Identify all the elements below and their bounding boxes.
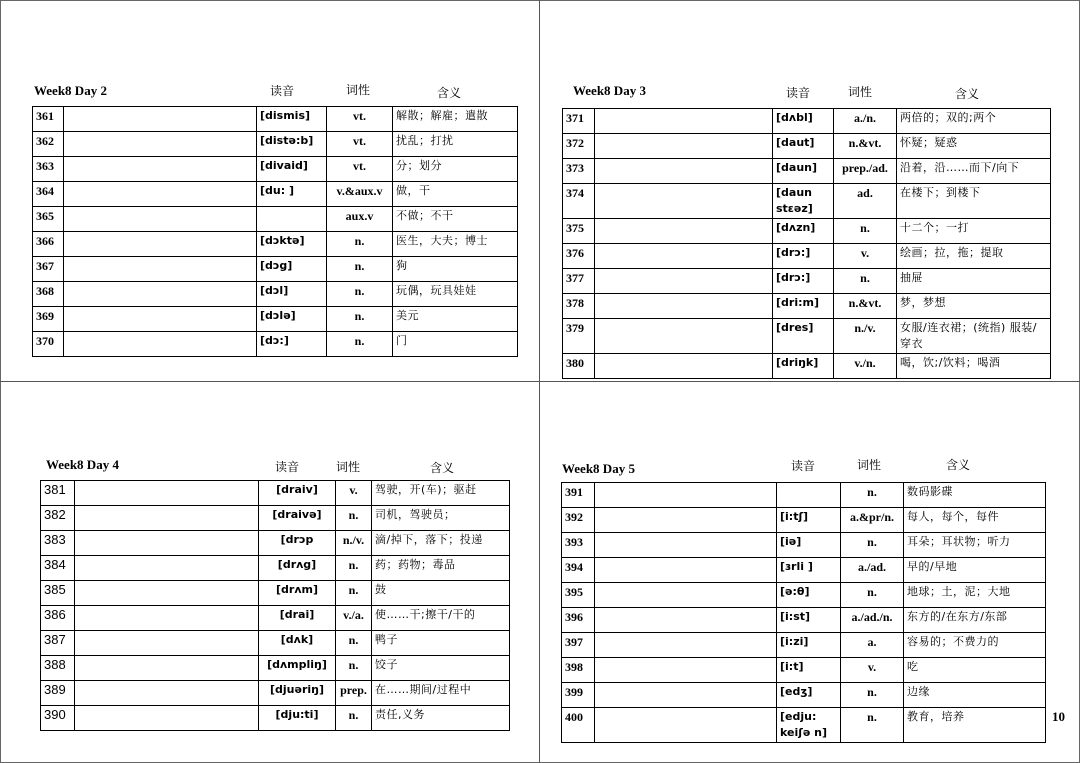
entry-pos: n. xyxy=(327,282,393,307)
entry-phonetic: [djuəriŋ] xyxy=(259,681,336,706)
entry-word xyxy=(595,658,777,683)
entry-meaning: 药；药物；毒品 xyxy=(372,556,510,581)
header-meaning: 含义 xyxy=(946,458,971,472)
entry-meaning: 狗 xyxy=(393,257,518,282)
entry-phonetic: [drʌm] xyxy=(259,581,336,606)
table-row xyxy=(33,332,518,357)
table-row xyxy=(41,681,510,706)
header-pos: 词性 xyxy=(857,458,882,472)
entry-number: 369 xyxy=(33,307,64,332)
entry-number: 392 xyxy=(562,508,595,533)
entry-meaning: 怀疑；疑惑 xyxy=(897,134,1051,159)
entry-pos: v.&aux.v xyxy=(327,182,393,207)
entry-pos: vt. xyxy=(327,107,393,132)
entry-word xyxy=(75,531,259,556)
entry-phonetic: [dri:m] xyxy=(773,294,834,319)
header-meaning: 含义 xyxy=(955,87,980,101)
entry-pos: prep./ad. xyxy=(834,159,897,184)
entry-pos: v. xyxy=(841,658,904,683)
entry-pos: n. xyxy=(841,708,904,743)
vocab-table-day4 xyxy=(40,480,510,731)
entry-word xyxy=(75,606,259,631)
entry-phonetic: [draivə] xyxy=(259,506,336,531)
entry-meaning: 十二个；一打 xyxy=(897,219,1051,244)
entry-word xyxy=(595,184,773,219)
table-row xyxy=(562,558,1046,583)
table-row xyxy=(41,706,510,731)
entry-phonetic: [edʒ] xyxy=(777,683,841,708)
entry-word xyxy=(75,631,259,656)
table-row xyxy=(562,508,1046,533)
entry-word xyxy=(64,157,257,182)
entry-pos: v. xyxy=(336,481,372,506)
table-row xyxy=(33,207,518,232)
entry-pos: n. xyxy=(327,232,393,257)
entry-word xyxy=(595,269,773,294)
table-body xyxy=(33,107,518,357)
horizontal-divider xyxy=(0,381,1080,382)
entry-number: 385 xyxy=(41,581,75,606)
entry-meaning: 在楼下；到楼下 xyxy=(897,184,1051,219)
entry-meaning: 两倍的；双的;两个 xyxy=(897,109,1051,134)
entry-phonetic: [i:st] xyxy=(777,608,841,633)
entry-word xyxy=(64,182,257,207)
entry-phonetic: [dɔl] xyxy=(257,282,327,307)
entry-meaning: 梦，梦想 xyxy=(897,294,1051,319)
entry-phonetic: [dɔ:] xyxy=(257,332,327,357)
entry-word xyxy=(595,354,773,379)
entry-phonetic: [dʌbl] xyxy=(773,109,834,134)
entry-phonetic: [i:zi] xyxy=(777,633,841,658)
entry-pos: n. xyxy=(336,656,372,681)
entry-phonetic: [drʌg] xyxy=(259,556,336,581)
entry-phonetic xyxy=(257,207,327,232)
entry-pos: n. xyxy=(336,631,372,656)
entry-pos: n. xyxy=(841,583,904,608)
entry-number: 366 xyxy=(33,232,64,257)
entry-word xyxy=(75,656,259,681)
entry-pos: a.&pr/n. xyxy=(841,508,904,533)
entry-number: 395 xyxy=(562,583,595,608)
entry-pos: n.&vt. xyxy=(834,294,897,319)
entry-meaning: 鼓 xyxy=(372,581,510,606)
table-row xyxy=(33,132,518,157)
entry-meaning: 扰乱；打扰 xyxy=(393,132,518,157)
table-row xyxy=(563,269,1051,294)
entry-word xyxy=(595,159,773,184)
entry-number: 389 xyxy=(41,681,75,706)
entry-number: 394 xyxy=(562,558,595,583)
panel-title-day2: Week8 Day 2 xyxy=(34,83,107,98)
entry-phonetic xyxy=(777,483,841,508)
entry-phonetic: [dju:ti] xyxy=(259,706,336,731)
table-row xyxy=(33,157,518,182)
entry-pos: n. xyxy=(841,683,904,708)
table-row xyxy=(33,257,518,282)
entry-word xyxy=(64,107,257,132)
entry-meaning: 美元 xyxy=(393,307,518,332)
entry-phonetic: [drai] xyxy=(259,606,336,631)
entry-meaning: 教育，培养 xyxy=(904,708,1046,743)
entry-number: 391 xyxy=(562,483,595,508)
entry-word xyxy=(75,681,259,706)
entry-phonetic: [ə:θ] xyxy=(777,583,841,608)
entry-number: 379 xyxy=(563,319,595,354)
entry-word xyxy=(595,483,777,508)
table-row xyxy=(41,481,510,506)
entry-word xyxy=(595,244,773,269)
entry-number: 388 xyxy=(41,656,75,681)
entry-number: 398 xyxy=(562,658,595,683)
entry-meaning: 早的/早地 xyxy=(904,558,1046,583)
entry-meaning: 女服/连衣裙；(统指) 服装/穿衣 xyxy=(897,319,1051,354)
entry-number: 382 xyxy=(41,506,75,531)
entry-phonetic: [dʌk] xyxy=(259,631,336,656)
entry-pos: v. xyxy=(834,244,897,269)
panel-title-day3: Week8 Day 3 xyxy=(573,83,646,98)
entry-number: 381 xyxy=(41,481,75,506)
entry-phonetic: [ɜrli ] xyxy=(777,558,841,583)
entry-word xyxy=(75,506,259,531)
entry-phonetic: [dres] xyxy=(773,319,834,354)
entry-meaning: 边缘 xyxy=(904,683,1046,708)
entry-pos: n. xyxy=(327,332,393,357)
table-row xyxy=(41,656,510,681)
entry-meaning: 鸭子 xyxy=(372,631,510,656)
entry-meaning: 司机，驾驶员； xyxy=(372,506,510,531)
entry-number: 367 xyxy=(33,257,64,282)
entry-meaning: 容易的；不费力的 xyxy=(904,633,1046,658)
entry-phonetic: [i:tʃ] xyxy=(777,508,841,533)
entry-number: 362 xyxy=(33,132,64,157)
entry-word xyxy=(75,581,259,606)
entry-meaning: 驾驶，开(车)；驱赶 xyxy=(372,481,510,506)
entry-word xyxy=(64,282,257,307)
table-row xyxy=(562,483,1046,508)
entry-word xyxy=(595,583,777,608)
table-row xyxy=(562,633,1046,658)
header-pos: 词性 xyxy=(848,85,873,99)
entry-meaning: 每人，每个，每件 xyxy=(904,508,1046,533)
table-row xyxy=(563,134,1051,159)
table-row xyxy=(562,708,1046,743)
entry-phonetic: [drɔ:] xyxy=(773,269,834,294)
table-row xyxy=(33,182,518,207)
entry-number: 368 xyxy=(33,282,64,307)
entry-meaning: 绘画；拉，拖；提取 xyxy=(897,244,1051,269)
entry-pos: n. xyxy=(336,506,372,531)
entry-pos: n.&vt. xyxy=(834,134,897,159)
entry-phonetic: [driŋk] xyxy=(773,354,834,379)
entry-pos: n./v. xyxy=(834,319,897,354)
table-row xyxy=(41,606,510,631)
entry-word xyxy=(595,319,773,354)
entry-pos: n. xyxy=(336,556,372,581)
entry-pos: n. xyxy=(327,257,393,282)
entry-word xyxy=(75,706,259,731)
table-row xyxy=(41,581,510,606)
entry-word xyxy=(64,257,257,282)
entry-pos: v./n. xyxy=(834,354,897,379)
entry-phonetic: [divaid] xyxy=(257,157,327,182)
entry-phonetic: [dɔktə] xyxy=(257,232,327,257)
table-row xyxy=(41,506,510,531)
table-row xyxy=(33,282,518,307)
entry-pos: n. xyxy=(841,533,904,558)
entry-phonetic: [daut] xyxy=(773,134,834,159)
entry-number: 374 xyxy=(563,184,595,219)
entry-phonetic: [draiv] xyxy=(259,481,336,506)
entry-number: 371 xyxy=(563,109,595,134)
entry-phonetic: [du: ] xyxy=(257,182,327,207)
entry-number: 364 xyxy=(33,182,64,207)
entry-phonetic: [dʌmpliŋ] xyxy=(259,656,336,681)
entry-meaning: 医生，大夫；博士 xyxy=(393,232,518,257)
entry-meaning: 东方的/在东方/东部 xyxy=(904,608,1046,633)
entry-number: 390 xyxy=(41,706,75,731)
entry-phonetic: [dɔg] xyxy=(257,257,327,282)
entry-number: 365 xyxy=(33,207,64,232)
entry-pos: n./v. xyxy=(336,531,372,556)
entry-phonetic: [dʌzn] xyxy=(773,219,834,244)
entry-pos: ad. xyxy=(834,184,897,219)
entry-word xyxy=(595,109,773,134)
entry-meaning: 责任,义务 xyxy=(372,706,510,731)
entry-meaning: 地球；土，泥；大地 xyxy=(904,583,1046,608)
entry-phonetic: [daun stɛəz] xyxy=(773,184,834,219)
entry-meaning: 使……干;擦干/干的 xyxy=(372,606,510,631)
entry-meaning: 饺子 xyxy=(372,656,510,681)
entry-word xyxy=(595,633,777,658)
entry-number: 386 xyxy=(41,606,75,631)
table-row xyxy=(562,583,1046,608)
entry-number: 375 xyxy=(563,219,595,244)
entry-number: 383 xyxy=(41,531,75,556)
header-pos: 词性 xyxy=(346,83,371,97)
table-row xyxy=(41,556,510,581)
entry-phonetic: [edju: keiʃə n] xyxy=(777,708,841,743)
table-row xyxy=(562,533,1046,558)
header-reading: 读音 xyxy=(275,460,300,474)
header-meaning: 含义 xyxy=(437,86,462,100)
entry-word xyxy=(64,307,257,332)
table-body xyxy=(41,481,510,731)
entry-pos: n. xyxy=(834,219,897,244)
entry-meaning: 吃 xyxy=(904,658,1046,683)
header-pos: 词性 xyxy=(336,460,361,474)
entry-word xyxy=(595,558,777,583)
table-row xyxy=(41,531,510,556)
table-row xyxy=(563,319,1051,354)
entry-meaning: 抽屉 xyxy=(897,269,1051,294)
entry-number: 387 xyxy=(41,631,75,656)
entry-number: 377 xyxy=(563,269,595,294)
entry-phonetic: [i:t] xyxy=(777,658,841,683)
table-row xyxy=(562,608,1046,633)
entry-pos: n. xyxy=(327,307,393,332)
vocab-table-day3 xyxy=(562,108,1051,379)
entry-word xyxy=(595,533,777,558)
entry-number: 372 xyxy=(563,134,595,159)
entry-pos: n. xyxy=(841,483,904,508)
entry-pos: a./ad./n. xyxy=(841,608,904,633)
entry-word xyxy=(595,219,773,244)
entry-number: 376 xyxy=(563,244,595,269)
entry-word xyxy=(75,556,259,581)
entry-pos: vt. xyxy=(327,157,393,182)
entry-phonetic: [iə] xyxy=(777,533,841,558)
entry-number: 397 xyxy=(562,633,595,658)
entry-pos: a./n. xyxy=(834,109,897,134)
header-reading: 读音 xyxy=(786,86,811,100)
entry-word xyxy=(595,608,777,633)
header-reading: 读音 xyxy=(791,459,816,473)
entry-pos: n. xyxy=(336,581,372,606)
table-row xyxy=(563,109,1051,134)
entry-meaning: 玩偶，玩具娃娃 xyxy=(393,282,518,307)
entry-meaning: 喝，饮;/饮料；喝酒 xyxy=(897,354,1051,379)
entry-word xyxy=(64,132,257,157)
entry-number: 400 xyxy=(562,708,595,743)
entry-meaning: 数码影碟 xyxy=(904,483,1046,508)
entry-pos: aux.v xyxy=(327,207,393,232)
entry-word xyxy=(595,134,773,159)
table-row xyxy=(33,232,518,257)
page-number: 10 xyxy=(1052,709,1065,724)
entry-meaning: 解散；解雇；遣散 xyxy=(393,107,518,132)
entry-phonetic: [drɔp xyxy=(259,531,336,556)
entry-number: 363 xyxy=(33,157,64,182)
entry-word xyxy=(64,232,257,257)
table-row xyxy=(563,244,1051,269)
entry-number: 378 xyxy=(563,294,595,319)
entry-number: 370 xyxy=(33,332,64,357)
table-row xyxy=(41,631,510,656)
table-row xyxy=(563,354,1051,379)
entry-number: 396 xyxy=(562,608,595,633)
entry-number: 384 xyxy=(41,556,75,581)
entry-meaning: 滴/掉下，落下；投递 xyxy=(372,531,510,556)
entry-phonetic: [daun] xyxy=(773,159,834,184)
panel-title-day5: Week8 Day 5 xyxy=(562,461,635,476)
entry-number: 399 xyxy=(562,683,595,708)
entry-meaning: 不做；不干 xyxy=(393,207,518,232)
table-row xyxy=(33,107,518,132)
entry-number: 373 xyxy=(563,159,595,184)
entry-phonetic: [distə:b] xyxy=(257,132,327,157)
table-row xyxy=(563,294,1051,319)
entry-pos: a. xyxy=(841,633,904,658)
entry-number: 380 xyxy=(563,354,595,379)
entry-word xyxy=(595,683,777,708)
panel-title-day4: Week8 Day 4 xyxy=(46,457,119,472)
entry-pos: v./a. xyxy=(336,606,372,631)
table-row xyxy=(562,683,1046,708)
entry-meaning: 耳朵；耳状物；听力 xyxy=(904,533,1046,558)
table-body xyxy=(563,109,1051,379)
table-row xyxy=(563,184,1051,219)
entry-number: 361 xyxy=(33,107,64,132)
entry-phonetic: [dismis] xyxy=(257,107,327,132)
table-row xyxy=(562,658,1046,683)
entry-pos: prep. xyxy=(336,681,372,706)
entry-word xyxy=(595,708,777,743)
entry-word xyxy=(64,332,257,357)
entry-phonetic: [drɔ:] xyxy=(773,244,834,269)
header-reading: 读音 xyxy=(270,84,295,98)
entry-word xyxy=(75,481,259,506)
table-row xyxy=(563,219,1051,244)
entry-meaning: 沿着，沿……而下/向下 xyxy=(897,159,1051,184)
vocab-table-day5 xyxy=(561,482,1046,743)
entry-meaning: 门 xyxy=(393,332,518,357)
entry-pos: vt. xyxy=(327,132,393,157)
entry-meaning: 在……期间/过程中 xyxy=(372,681,510,706)
entry-pos: n. xyxy=(336,706,372,731)
table-body xyxy=(562,483,1046,743)
entry-pos: n. xyxy=(834,269,897,294)
entry-meaning: 做，干 xyxy=(393,182,518,207)
entry-word xyxy=(595,508,777,533)
vocab-table-day2 xyxy=(32,106,518,357)
entry-meaning: 分；划分 xyxy=(393,157,518,182)
table-row xyxy=(33,307,518,332)
header-meaning: 含义 xyxy=(430,461,455,475)
table-row xyxy=(563,159,1051,184)
entry-word xyxy=(64,207,257,232)
entry-word xyxy=(595,294,773,319)
entry-pos: a./ad. xyxy=(841,558,904,583)
entry-number: 393 xyxy=(562,533,595,558)
entry-phonetic: [dɔlə] xyxy=(257,307,327,332)
